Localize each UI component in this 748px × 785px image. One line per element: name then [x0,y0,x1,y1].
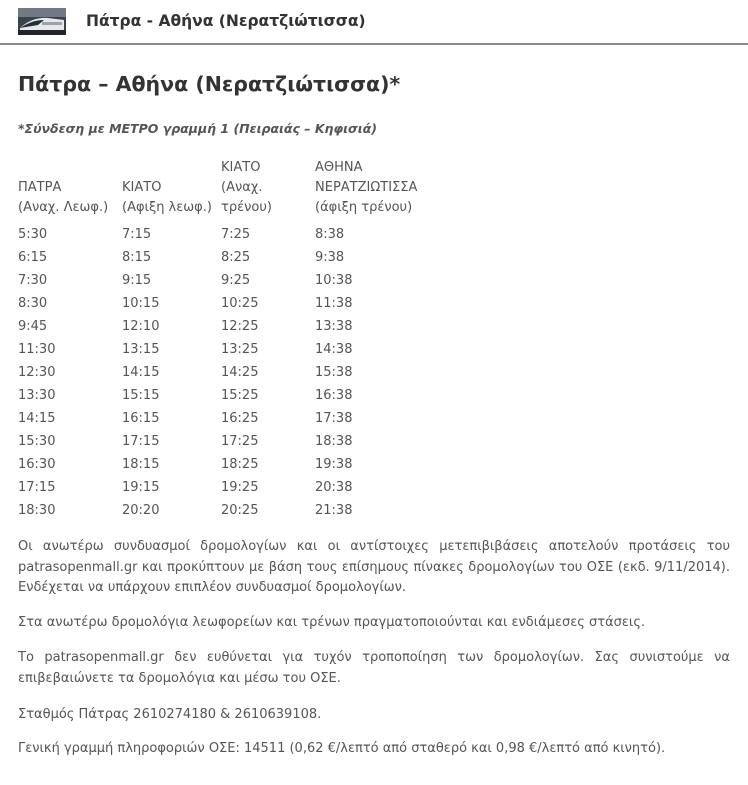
station-phone-numbers: Σταθμός Πάτρας 2610274180 & 2610639108. [18,707,322,722]
kiato-train-departure-time: 16:25 [221,411,259,426]
table-row [16,384,447,407]
patra-departure-time: 8:30 [18,296,48,311]
page-title: Πάτρα – Αθήνα (Νερατζιώτισσα)* [18,72,401,96]
athens-arrival-time: 20:38 [315,480,353,495]
kiato-bus-arrival-time: 10:15 [122,296,160,311]
patra-departure-time: 16:30 [18,457,56,472]
table-row [16,453,447,476]
athens-arrival-time: 8:38 [315,227,345,242]
schedule-header-row [16,158,447,223]
kiato-bus-arrival-time: 13:15 [122,342,160,357]
kiato-bus-arrival-time: 15:15 [122,388,160,403]
patra-departure-time: 5:30 [18,227,48,242]
table-row [16,269,447,292]
liability-note: Το patrasopenmall.gr δεν ευθύνεται για τυχόν τροποποίηση των δρομολογίων. Σας συνιστούμε να επιβεβαιώνετε τα δρομολόγια και μέσω του ΟΣΕ. [18,650,730,686]
table-row [16,476,447,499]
athens-arrival-time: 14:38 [315,342,353,357]
table-row [16,315,447,338]
kiato-train-departure-time: 18:25 [221,457,259,472]
athens-arrival-time: 9:38 [315,250,345,265]
table-row [16,430,447,453]
kiato-bus-arrival-time: 8:15 [122,250,152,265]
athens-arrival-time: 16:38 [315,388,353,403]
kiato-train-departure-time: 17:25 [221,434,259,449]
ose-info-line: Γενική γραμμή πληροφοριών ΟΣΕ: 14511 (0,62 €/λεπτό από σταθερό και 0,98 €/λεπτό από κινητό). [18,741,666,756]
patra-departure-time: 9:45 [18,319,48,334]
header-title: Πάτρα - Αθήνα (Νερατζιώτισσα) [86,12,366,30]
kiato-bus-arrival-time: 17:15 [122,434,160,449]
patra-departure-time: 6:15 [18,250,48,265]
kiato-bus-arrival-time: 12:10 [122,319,160,334]
patra-departure-time: 13:30 [18,388,56,403]
table-row [16,361,447,384]
kiato-train-departure-time: 7:25 [221,227,251,242]
athens-arrival-time: 15:38 [315,365,353,380]
athens-arrival-time: 11:38 [315,296,353,311]
schedule-body [16,223,447,522]
athens-arrival-time: 17:38 [315,411,353,426]
kiato-train-departure-time: 13:25 [221,342,259,357]
kiato-train-departure-time: 12:25 [221,319,259,334]
table-row [16,407,447,430]
kiato-train-departure-time: 20:25 [221,503,259,518]
column-header-kiato-bus-arrival: ΚΙΑΤΟ (Αφιξη λεωφ.) [122,180,212,215]
patra-departure-time: 14:15 [18,411,56,426]
athens-arrival-time: 21:38 [315,503,353,518]
kiato-train-departure-time: 10:25 [221,296,259,311]
train-photo-icon[interactable] [18,8,66,35]
patra-departure-time: 15:30 [18,434,56,449]
table-row [16,338,447,361]
athens-arrival-time: 10:38 [315,273,353,288]
kiato-bus-arrival-time: 14:15 [122,365,160,380]
column-header-patra-departure: ΠΑΤΡΑ (Αναχ. Λεωφ.) [18,180,109,215]
kiato-bus-arrival-time: 7:15 [122,227,152,242]
kiato-bus-arrival-time: 9:15 [122,273,152,288]
patra-departure-time: 11:30 [18,342,56,357]
patra-departure-time: 12:30 [18,365,56,380]
table-row [16,223,447,246]
table-row [16,292,447,315]
patra-departure-time: 7:30 [18,273,48,288]
disclaimer-paragraph: Οι ανωτέρω συνδυασμοί δρομολογίων και οι αντίστοιχες μετεπιβιβάσεις αποτελούν προτάσεις του patrasopenmall.gr και προκύπτουν με βάση τους επίσημους πίνακες δρομολογίων του ΟΣΕ (εκδ. 9/11/2014). Ενδέχεται να υπάρχουν επιπλέον συνδυασμοί δρομολογίων. [18,539,730,595]
athens-arrival-time: 18:38 [315,434,353,449]
athens-arrival-time: 19:38 [315,457,353,472]
metro-connection-note: *Σύνδεση με ΜΕΤΡΟ γραμμή 1 (Πειραιάς – Κηφισιά) [18,121,377,136]
patra-departure-time: 17:15 [18,480,56,495]
column-header-kiato-train-departure: ΚΙΑΤΟ (Αναχ. τρένου) [221,160,272,215]
column-header-athens-arrival: ΑΘΗΝΑ ΝΕΡΑΤΖΙΩΤΙΣΣΑ (άφιξη τρένου) [315,160,418,215]
kiato-train-departure-time: 19:25 [221,480,259,495]
patra-departure-time: 18:30 [18,503,56,518]
table-row [16,499,447,522]
intermediate-stops-note: Στα ανωτέρω δρομολόγια λεωφορείων και τρένων πραγματοποιούνται και ενδιάμεσες στάσεις. [18,615,646,630]
kiato-bus-arrival-time: 20:20 [122,503,160,518]
kiato-bus-arrival-time: 19:15 [122,480,160,495]
table-row [16,246,447,269]
schedule-table [16,158,447,522]
kiato-train-departure-time: 9:25 [221,273,251,288]
kiato-train-departure-time: 8:25 [221,250,251,265]
header-bar [0,0,748,45]
athens-arrival-time: 13:38 [315,319,353,334]
kiato-bus-arrival-time: 18:15 [122,457,160,472]
kiato-train-departure-time: 14:25 [221,365,259,380]
kiato-train-departure-time: 15:25 [221,388,259,403]
kiato-bus-arrival-time: 16:15 [122,411,160,426]
